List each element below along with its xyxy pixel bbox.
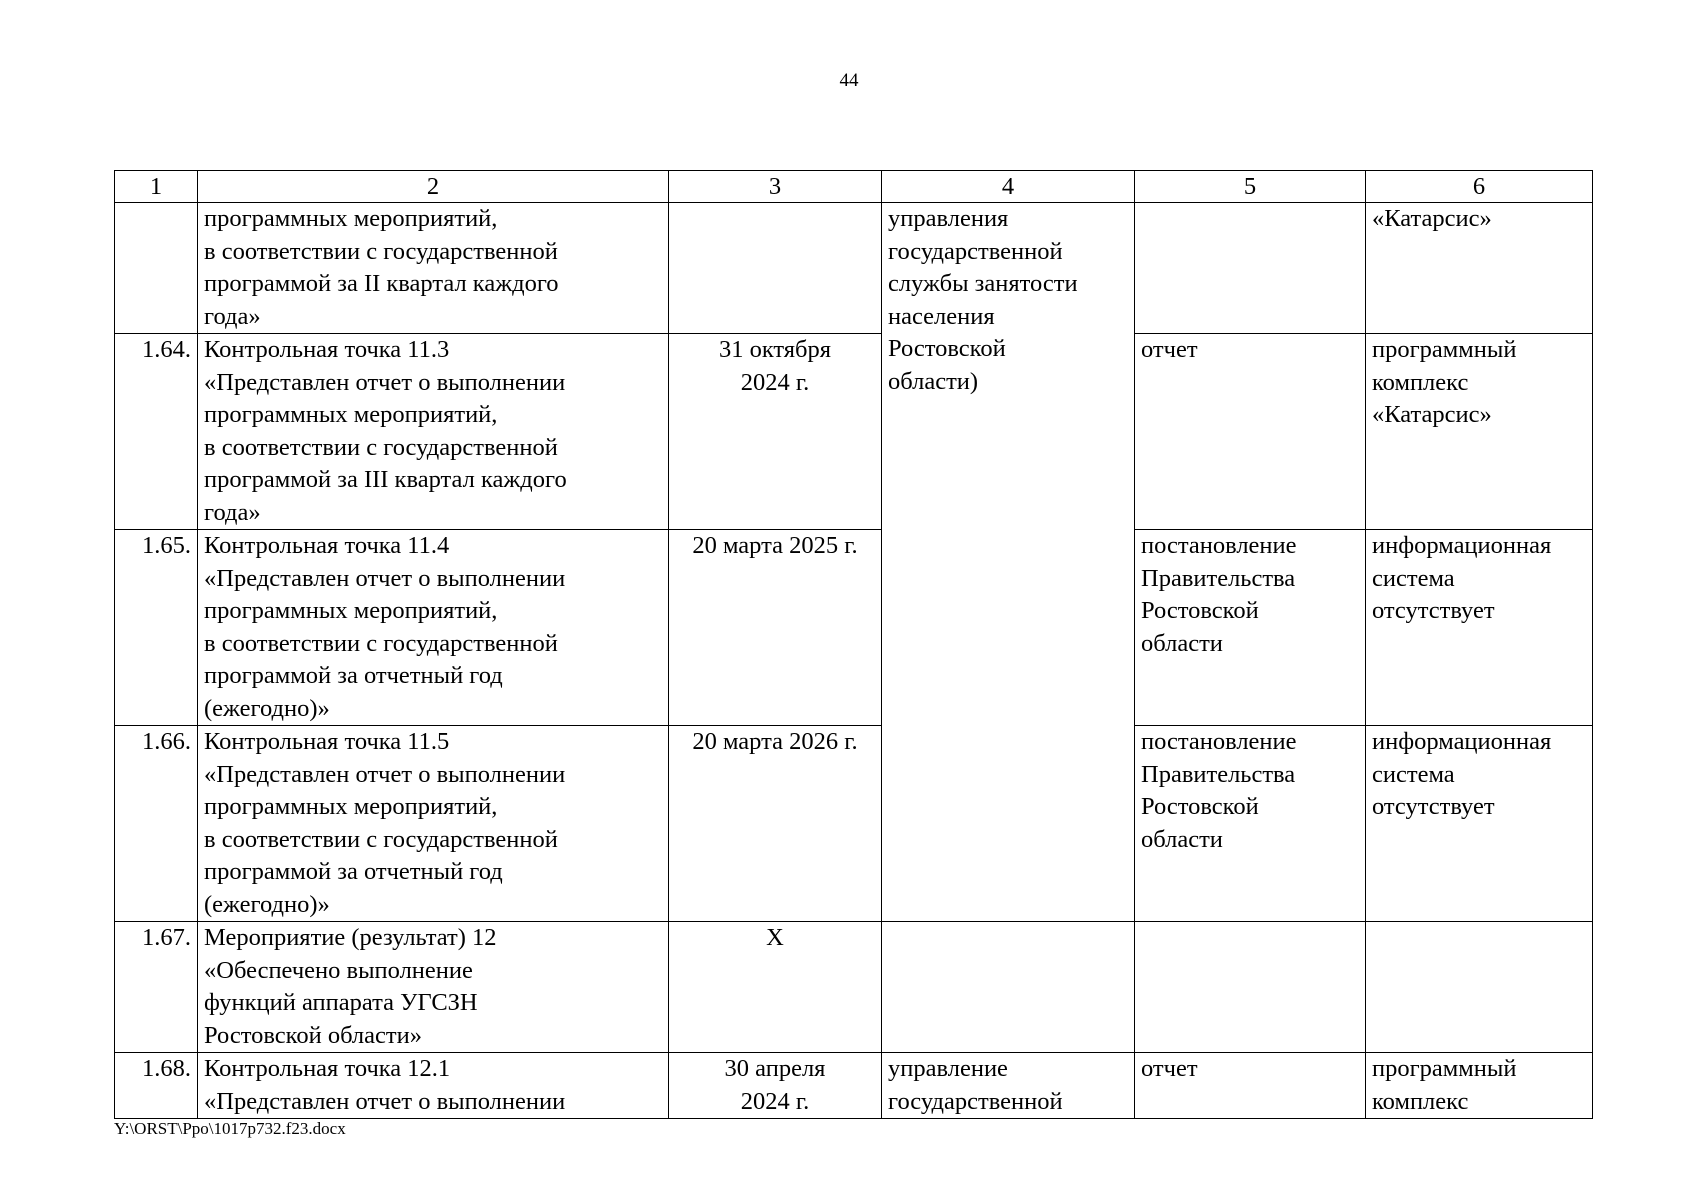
table-row [115,334,1593,530]
information-system: программный комплекс [1366,1053,1593,1119]
plan-table [114,170,1593,1119]
table-row [115,922,1593,1053]
deadline: 31 октября 2024 г. [669,334,882,530]
event-description: программных мероприятий, в соответствии с государственной программой за II квартал каждого года» [198,203,669,334]
table-row [115,726,1593,922]
header-cell: 1 [115,171,198,203]
table-row [115,530,1593,726]
document-type: постановление Правительства Ростовской области [1135,726,1366,922]
header-cell: 5 [1135,171,1366,203]
document-type: отчет [1135,1053,1366,1119]
event-description: Контрольная точка 11.3 «Представлен отчет о выполнении программных мероприятий, в соответствии с государственной программой за III квартал каждого года» [198,334,669,530]
table-row [115,1053,1593,1119]
responsible-executor: управления государственной службы занятости населения Ростовской области) [882,203,1135,922]
header-cell: 2 [198,171,669,203]
row-number: 1.66. [115,726,198,922]
deadline: 20 марта 2025 г. [669,530,882,726]
event-description: Контрольная точка 11.4 «Представлен отчет о выполнении программных мероприятий, в соответствии с государственной программой за отчетный год (ежегодно)» [198,530,669,726]
information-system: информационная система отсутствует [1366,726,1593,922]
information-system: программный комплекс «Катарсис» [1366,334,1593,530]
header-row [115,171,1593,203]
event-description: Мероприятие (результат) 12 «Обеспечено выполнение функций аппарата УГСЗН Ростовской области» [198,922,669,1053]
document-type: постановление Правительства Ростовской области [1135,530,1366,726]
information-system [1366,922,1593,1053]
row-number: 1.67. [115,922,198,1053]
information-system: информационная система отсутствует [1366,530,1593,726]
event-description: Контрольная точка 11.5 «Представлен отчет о выполнении программных мероприятий, в соответствии с государственной программой за отчетный год (ежегодно)» [198,726,669,922]
header-cell: 6 [1366,171,1593,203]
deadline: 20 марта 2026 г. [669,726,882,922]
information-system: «Катарсис» [1366,203,1593,334]
deadline [669,203,882,334]
page-number: 44 [839,70,859,91]
responsible-executor: управление государственной [882,1053,1135,1119]
document-type [1135,203,1366,334]
row-number [115,203,198,334]
event-description: Контрольная точка 12.1 «Представлен отчет о выполнении [198,1053,669,1119]
row-number: 1.64. [115,334,198,530]
table-row [115,203,1593,334]
footer-file-path: Y:\ORST\Ppo\1017p732.f23.docx [114,1119,346,1138]
header-cell: 3 [669,171,882,203]
deadline: X [669,922,882,1053]
row-number: 1.68. [115,1053,198,1119]
deadline: 30 апреля 2024 г. [669,1053,882,1119]
document-type [1135,922,1366,1053]
document-type: отчет [1135,334,1366,530]
responsible-executor [882,922,1135,1053]
row-number: 1.65. [115,530,198,726]
header-cell: 4 [882,171,1135,203]
